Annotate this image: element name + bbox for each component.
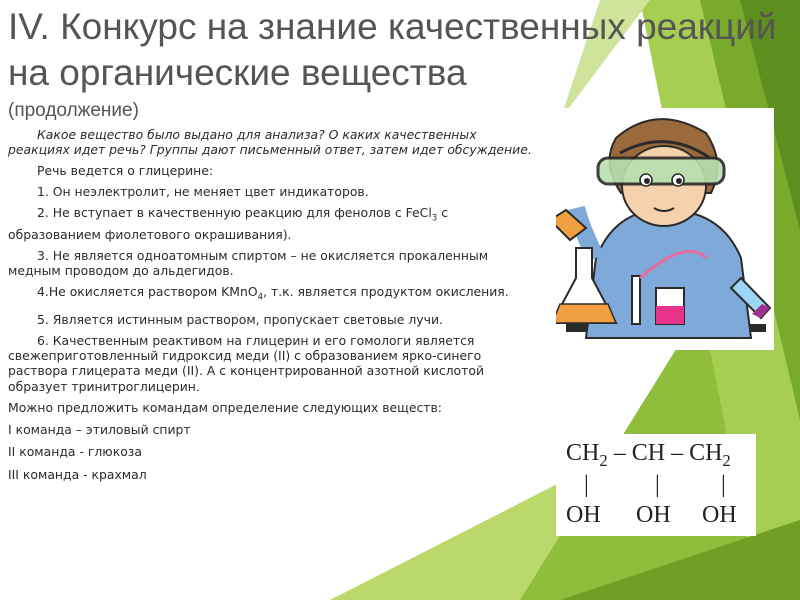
formula-bond-3: | — [721, 472, 726, 498]
item-4: 4.Не окисляется раствором KMnO$_4$, т.к. является продуктом окисления. — [37, 284, 509, 303]
formula-bond-1: | — [584, 472, 589, 498]
formula-oh-1: OH — [566, 502, 601, 528]
formula-bond-2: | — [655, 472, 660, 498]
slide-title — [8, 4, 788, 96]
item-5: 5. Является истинным раствором, пропускает световые лучи. — [37, 311, 443, 327]
slide-subtitle: (продолжение) — [8, 100, 139, 121]
intro-question: Какое вещество было выдано для анализа? О каких качественных реакциях идет речь? Группы дают письменный ответ, затем идет обсуждение. — [8, 127, 532, 158]
formula-carbon-chain: $CH_2$ – CH – $CH_2$ — [566, 440, 731, 470]
title-line-2: на органические вещества — [8, 52, 467, 93]
item-3: 3. Не является одноатомным спиртом – не окисляется прокаленным медным проводом до альдегидов. — [8, 247, 489, 279]
chemist-boy-illustration — [556, 108, 774, 350]
team-1: I команда – этиловый спирт — [8, 422, 191, 438]
propose-line: Можно предложить командам определение следующих веществ: — [8, 399, 442, 415]
item-1: 1. Он неэлектролит, не меняет цвет индикаторов. — [37, 184, 369, 200]
formula-oh-2: OH — [636, 502, 671, 528]
title-line-1: IV. Конкурс на знание качественных реакций — [8, 6, 777, 47]
item-6: 6. Качественным реактивом на глицерин и его гомологи является свежеприготовленный гидроксид меди (II) с образованием ярко-синего раствора глицерата меди (II). А с концентрированной азотной кислотой образует тринитроглицерин. — [8, 332, 484, 394]
team-3: III команда - крахмал — [8, 466, 147, 482]
formula-oh-3: OH — [702, 502, 737, 528]
slide-body — [8, 127, 533, 489]
glycerol-structural-formula — [556, 434, 756, 536]
item-2: 2. Не вступает в качественную реакцию для фенолов с FeCl$_3$ с образованием фиолетового окрашивания). — [8, 205, 449, 242]
team-2: II команда - глюкоза — [8, 444, 142, 460]
speech-line: Речь ведется о глицерине: — [37, 163, 214, 179]
